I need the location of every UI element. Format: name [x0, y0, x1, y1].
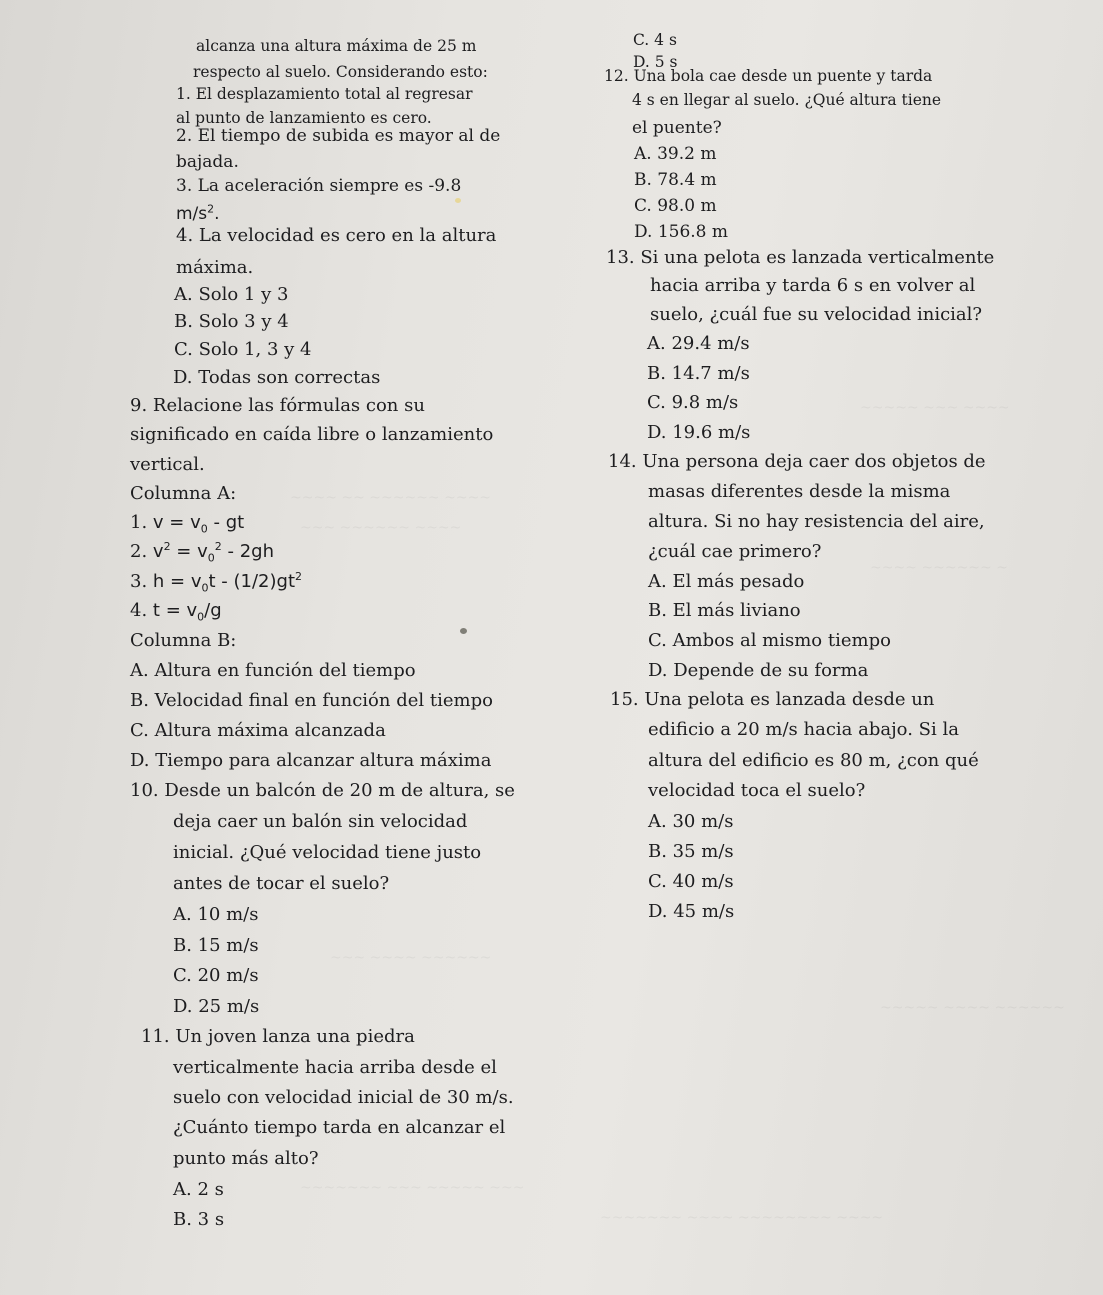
option: A. 10 m/s — [173, 904, 259, 925]
question-13: 13. Si una pelota es lanzada verticalmente — [606, 247, 995, 268]
statement-1: al punto de lanzamiento es cero. — [176, 109, 432, 127]
option: B. Solo 3 y 4 — [174, 311, 289, 332]
question-9: significado en caída libre o lanzamiento — [130, 424, 494, 445]
statement-3-unit: $m/s^2$. — [176, 202, 220, 224]
option: A. 39.2 m — [634, 144, 717, 164]
question-11: ¿Cuánto tiempo tarda en alcanzar el — [173, 1117, 506, 1138]
option: B. 3 s — [173, 1209, 225, 1230]
column-b-item: D. Tiempo para alcanzar altura máxima — [130, 750, 492, 771]
formula-3: 3. $h = v_0t - (1/2)gt^2$ — [130, 570, 303, 595]
option: A. 29.4 m/s — [647, 333, 750, 354]
formula-2: 2. $v^2 = v_0^2 - 2gh$ — [130, 540, 274, 565]
paper-spot — [455, 198, 461, 203]
column-b-item: C. Altura máxima alcanzada — [130, 720, 386, 741]
option: A. 2 s — [173, 1179, 224, 1200]
option: B. El más liviano — [648, 600, 801, 621]
statement-1: 1. El desplazamiento total al regresar — [176, 85, 473, 103]
option: D. 25 m/s — [173, 996, 260, 1017]
question-10: inicial. ¿Qué velocidad tiene justo — [173, 842, 482, 863]
question-10: antes de tocar el suelo? — [173, 873, 390, 894]
question-14: masas diferentes desde la misma — [648, 481, 951, 502]
question-15: altura del edificio es 80 m, ¿con qué — [648, 750, 979, 771]
option: D. Depende de su forma — [648, 660, 869, 681]
option: A. Solo 1 y 3 — [174, 284, 289, 305]
option: C. 98.0 m — [634, 196, 717, 216]
question-11: verticalmente hacia arriba desde el — [173, 1057, 497, 1078]
question-14: ¿cuál cae primero? — [648, 541, 822, 562]
option: C. 4 s — [633, 31, 677, 49]
option: C. 9.8 m/s — [647, 392, 739, 413]
question-13: hacia arriba y tarda 6 s en volver al — [650, 275, 976, 296]
column-a-title: Columna A: — [130, 483, 237, 504]
paper-spot — [460, 628, 467, 634]
option: D. 19.6 m/s — [647, 422, 751, 443]
formula-4: 4. $t = v_0/g$ — [130, 600, 222, 624]
document-page: ~~~~ ~~ ~~~~~~ ~~~~ ~~~ ~~~~~~ ~~~~ ~~~~~ ~~~ ~~~~ ~~~~ ~~~~~~ ~ ~~~ ~~~~ ~~~~~~ ~~~~~~~ ~~~ ~~~~~ ~~~ ~~~~~~~ ~~~~ ~~~~~~~~ ~~~~ ~~~~~ ~~~~ ~~~~~~ alcanza una altura máxima de 25 m respecto al suelo. Considerando esto: 1. El desplazamiento total al regresar al punto de lanzamiento es cero. 2. El tiempo de subida es mayor al de bajada. 3. La aceleración siempre es -9.8 $m/s^2$. 4. La velocidad es cero en la altura máxima. A. Solo 1 y 3 B. Solo 3 y 4 C. Solo 1, 3 y 4 D. Todas son correctas 9. Relacione las fórmulas con su significado en caída libre o lanzamiento vertical. Columna A: 1. $v = v_0$ - gt 2. $v^2 = v_0^2 - 2gh$ 3. $h = v_0t - (1/2)gt^2$ 4. $t = v_0/g$ Columna B: A. Altura en función del tiempo B. Velocidad final en función del tiempo C. Altura máxima alcanzada D. Tiempo para alcanzar altura máxima 10. Desde un balcón de 20 m de altura, se deja caer un balón sin velocidad inicial. ¿Qué velocidad tiene justo antes de tocar el suelo? A. 10 m/s B. 15 m/s C. 20 m/s D. 25 m/s 11. Un joven lanza una piedra verticalmente hacia arriba desde el suelo con velocidad inicial de 30 m/s. ¿Cuánto tiempo tarda en alcanzar el punto más alto? A. 2 s B. 3 s C. 4 s D. 5 s 12. Una bola cae desde un puente y tarda 4 s en llegar al suelo. ¿Qué altura tiene el puente? A. 39.2 m B. 78.4 m C. 98.0 m D. 156.8 m 13. Si una pelota es lanzada verticalmente hacia arriba y tarda 6 s en volver al suelo, ¿cuál fue su velocidad inicial? A. 29.4 m/s B. 14.7 m/s C. 9.8 m/s D. 19.6 m/s 14. Una persona deja caer dos objetos de masas diferentes desde la misma altura. Si no hay resistencia del aire, ¿cuál cae primero? A. El más pesado B. El más liviano C. Ambos al mismo tiempo D. Depende de su forma 15. Una pelota es lanzada desde un edificio a 20 m/s hacia abajo. Si la altura del edificio es 80 m, ¿con qué velocidad toca el suelo? A. 30 m/s B. 35 m/s C. 40 m/s D. 45 m/s — [130, 31, 1065, 1230]
question-15: velocidad toca el suelo? — [648, 780, 866, 801]
option: C. 20 m/s — [173, 965, 259, 986]
intro-line: alcanza una altura máxima de 25 m — [196, 37, 477, 55]
question-15: 15. Una pelota es lanzada desde un — [610, 689, 935, 710]
option: C. Ambos al mismo tiempo — [648, 630, 891, 651]
statement-3: 3. La aceleración siempre es -9.8 — [176, 176, 462, 196]
option: C. 40 m/s — [648, 871, 734, 892]
option: B. 14.7 m/s — [647, 363, 750, 384]
column-b-title: Columna B: — [130, 630, 237, 651]
column-b-item: A. Altura en función del tiempo — [130, 660, 416, 681]
question-14: 14. Una persona deja caer dos objetos de — [608, 451, 986, 472]
question-9: vertical. — [130, 454, 205, 475]
question-13: suelo, ¿cuál fue su velocidad inicial? — [650, 304, 983, 325]
statement-2: 2. El tiempo de subida es mayor al de — [176, 126, 501, 146]
question-9: 9. Relacione las fórmulas con su — [130, 395, 425, 416]
column-b-item: B. Velocidad final en función del tiempo — [130, 690, 493, 711]
option: B. 15 m/s — [173, 935, 259, 956]
question-12: 4 s en llegar al suelo. ¿Qué altura tiene — [632, 91, 942, 109]
option: C. Solo 1, 3 y 4 — [174, 339, 312, 360]
question-11: 11. Un joven lanza una piedra — [141, 1026, 415, 1047]
question-11: suelo con velocidad inicial de 30 m/s. — [173, 1087, 514, 1108]
option: D. 5 s — [633, 53, 678, 71]
option: D. 156.8 m — [634, 222, 729, 242]
option: D. Todas son correctas — [173, 367, 381, 388]
question-10: deja caer un balón sin velocidad — [173, 811, 468, 832]
question-10: 10. Desde un balcón de 20 m de altura, se — [130, 780, 515, 801]
intro-line: respecto al suelo. Considerando esto: — [193, 63, 488, 81]
formula-1: 1. $v = v_0$ - gt — [130, 512, 245, 536]
option: A. El más pesado — [648, 571, 805, 592]
option: B. 35 m/s — [648, 841, 734, 862]
option: A. 30 m/s — [648, 811, 734, 832]
question-14: altura. Si no hay resistencia del aire, — [648, 511, 985, 532]
statement-4: 4. La velocidad es cero en la altura — [176, 225, 497, 246]
question-12: el puente? — [632, 118, 722, 138]
option: D. 45 m/s — [648, 901, 735, 922]
question-12: 12. Una bola cae desde un puente y tarda — [604, 67, 933, 85]
statement-4: máxima. — [176, 257, 254, 278]
question-15: edificio a 20 m/s hacia abajo. Si la — [648, 719, 959, 740]
statement-2: bajada. — [176, 152, 239, 172]
question-11: punto más alto? — [173, 1148, 319, 1169]
option: B. 78.4 m — [634, 170, 717, 190]
